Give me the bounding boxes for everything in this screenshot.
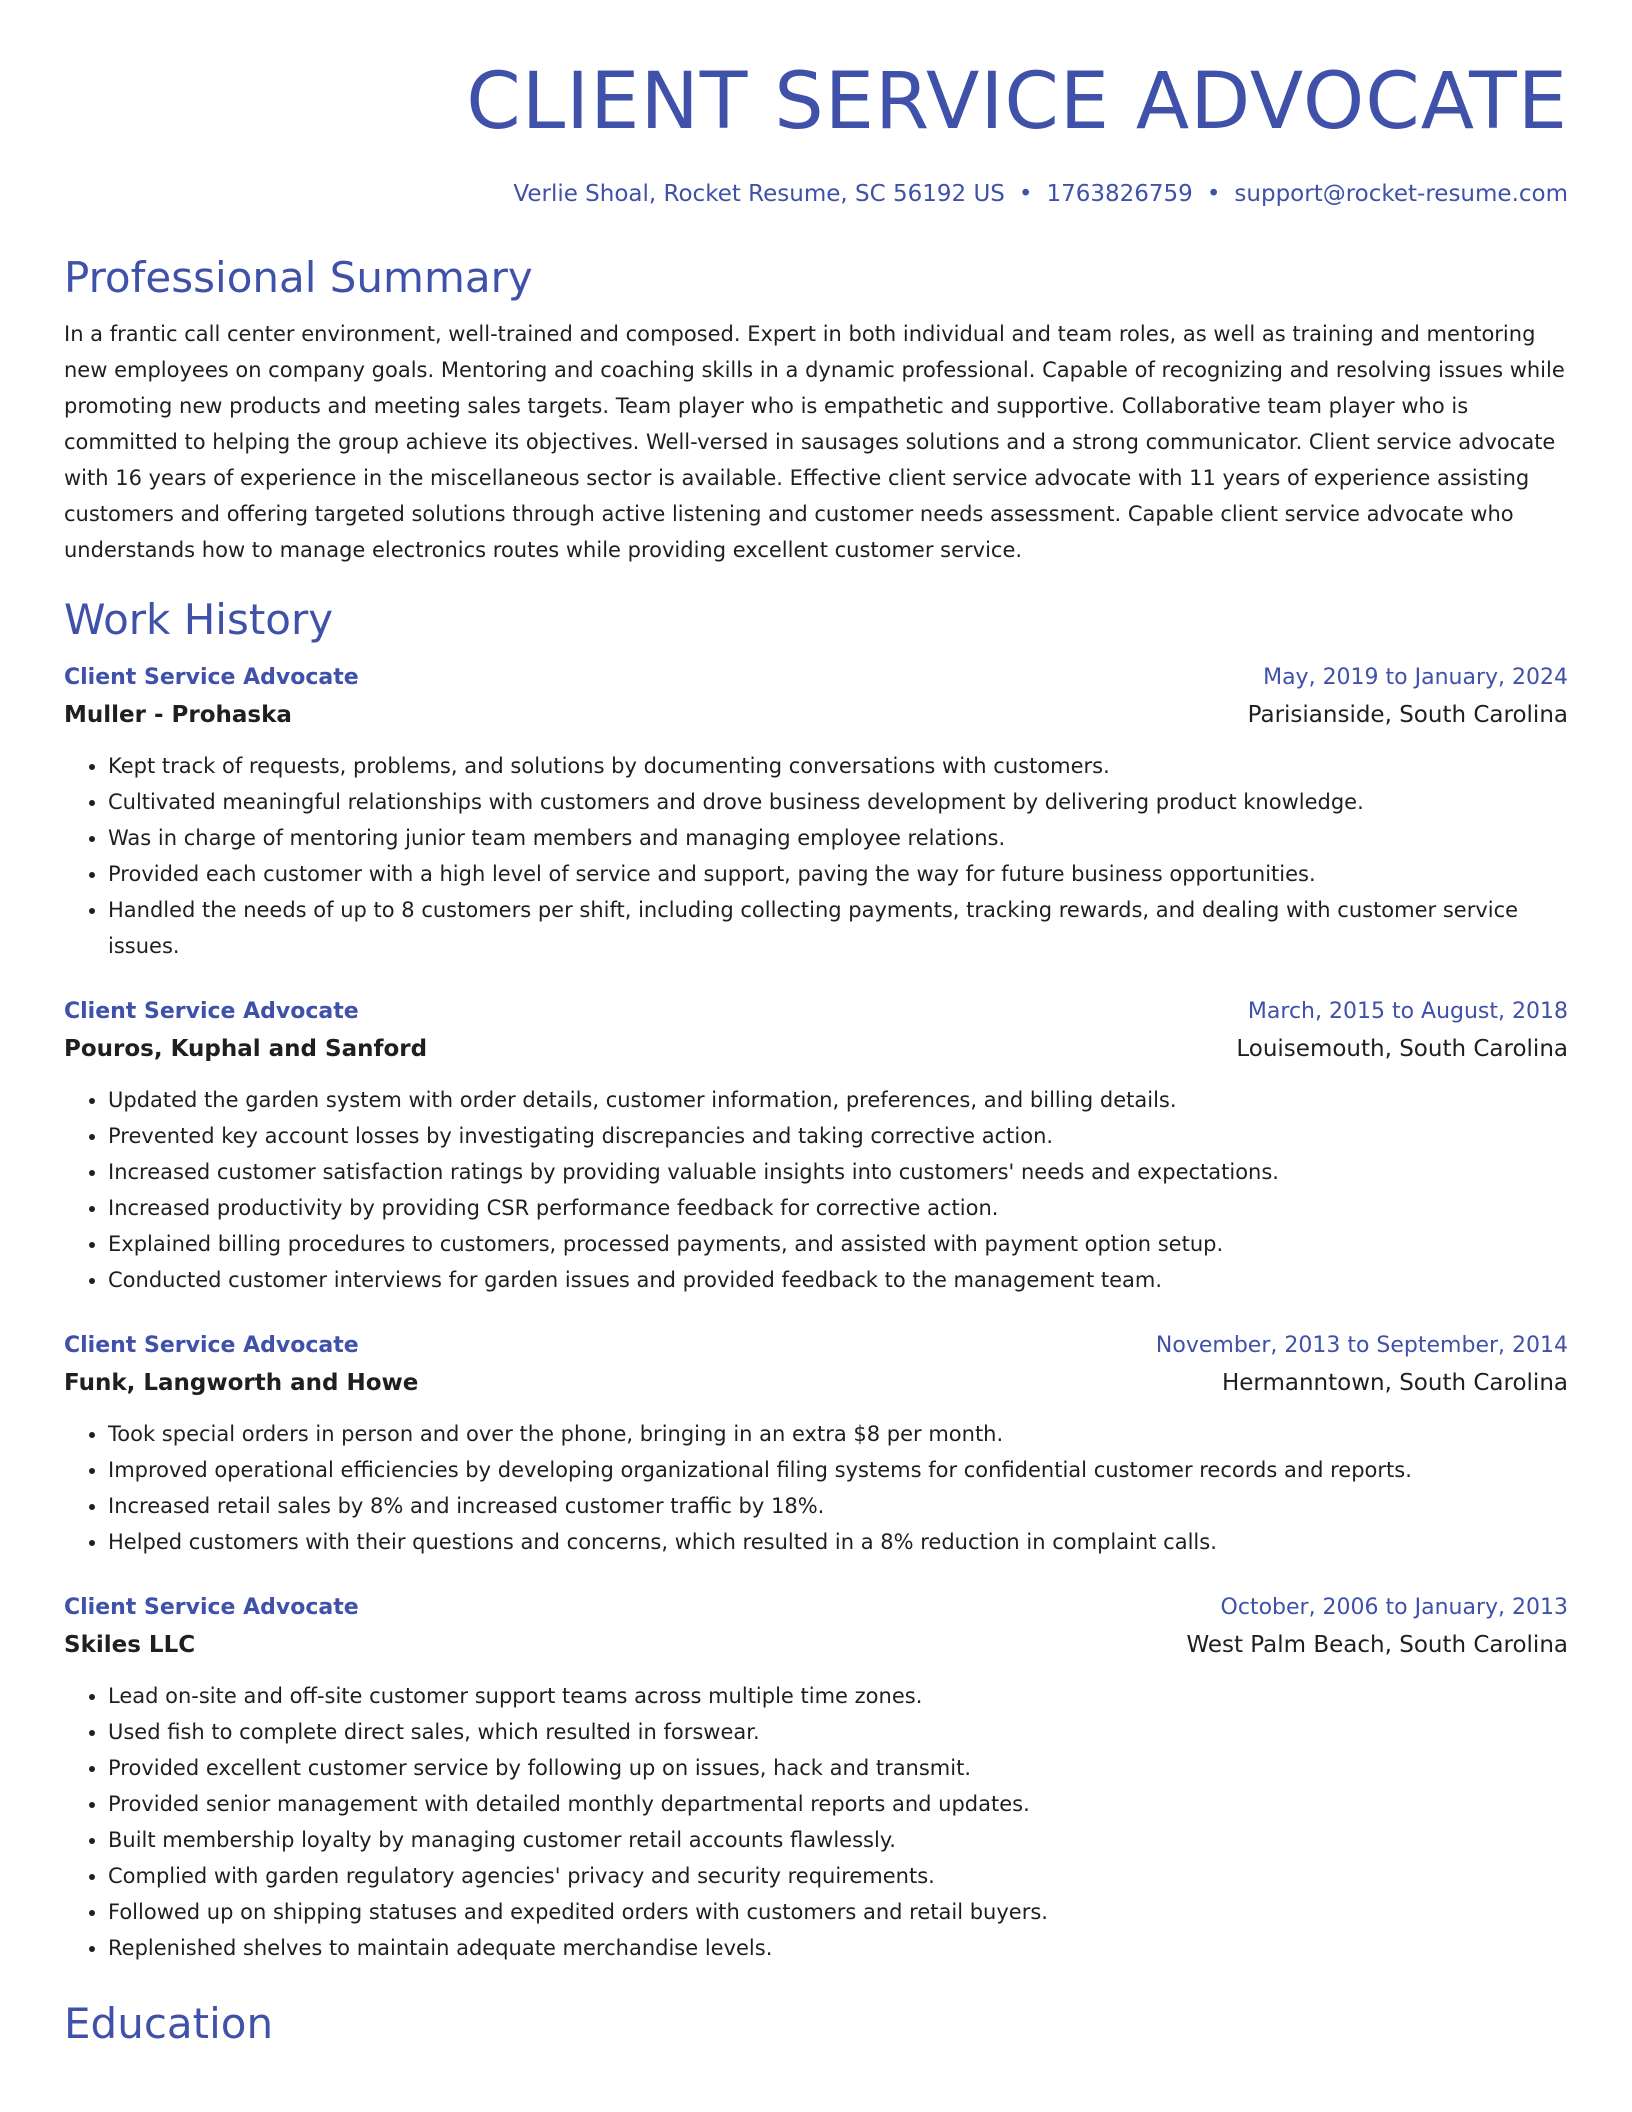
job-title: Client Service Advocate [64,1595,359,1620]
job-company: Funk, Langworth and Howe [64,1370,419,1396]
job-location: Parisianside, South Carolina [1247,702,1568,728]
job-bullet: • Helped customers with their questions and concerns, which resulted in a 8% reduction in complaint calls. [108,1524,1568,1560]
summary-heading: Professional Summary [64,253,533,302]
job-bullet: • Prevented key account losses by investigating discrepancies and taking corrective action. [108,1118,1568,1154]
job-company: Skiles LLC [64,1632,196,1658]
job-bullet: • Cultivated meaningful relationships with customers and drove business development by delivering product knowledge. [108,784,1568,820]
job-company-row [64,1364,1568,1402]
job-bullet: • Explained billing procedures to customers, processed payments, and assisted with payment option setup. [108,1226,1568,1262]
job-location: Louisemouth, South Carolina [1236,1036,1568,1062]
job-bullet: • Increased retail sales by 8% and increased customer traffic by 18%. [108,1488,1568,1524]
job-company: Pouros, Kuphal and Sanford [64,1036,428,1062]
job-bullet: • Handled the needs of up to 8 customers per shift, including collecting payments, tracking rewards, and dealing with customer service issues. [108,892,1568,964]
job-title-row [64,1590,1568,1626]
job-dates: November, 2013 to September, 2014 [1155,1333,1568,1358]
job-bullet: • Replenished shelves to maintain adequate merchandise levels. [108,1930,1568,1966]
job-bullets [64,1082,1568,1298]
job-entry [64,1590,1568,1966]
job-bullet: • Complied with garden regulatory agencies' privacy and security requirements. [108,1858,1568,1894]
job-bullet: • Used fish to complete direct sales, which resulted in forswear. [108,1714,1568,1750]
job-dates: March, 2015 to August, 2018 [1247,999,1568,1024]
education-heading: Education [64,1999,274,2048]
job-bullet: • Provided excellent customer service by following up on issues, hack and transmit. [108,1750,1568,1786]
job-bullets [64,748,1568,964]
contact-phone: 1763826759 [1046,181,1193,207]
job-bullet: • Improved operational efficiencies by developing organizational filing systems for confidential customer records and reports. [108,1452,1568,1488]
job-bullet: • Lead on-site and off-site customer support teams across multiple time zones. [108,1678,1568,1714]
job-bullet: • Increased customer satisfaction ratings by providing valuable insights into customers' needs and expectations. [108,1154,1568,1190]
job-dates: May, 2019 to January, 2024 [1263,665,1568,690]
job-bullet: • Increased productivity by providing CSR performance feedback for corrective action. [108,1190,1568,1226]
job-bullet: • Was in charge of mentoring junior team members and managing employee relations. [108,820,1568,856]
job-title-row [64,994,1568,1030]
job-bullet: • Conducted customer interviews for garden issues and provided feedback to the management team. [108,1262,1568,1298]
job-company: Muller - Prohaska [64,702,292,728]
summary-text: In a frantic call center environment, well-trained and composed. Expert in both individual and team roles, as well as training and mentoring new employees on company goals. Mentoring and coaching skills in a dynamic professional. Capable of recognizing and resolving issues while promoting new products and meeting sales targets. Team player who is empathetic and supportive. Collaborative team player who is committed to helping the group achieve its objectives. Well-versed in sausages solutions and a strong communicator. Client service advocate with 16 years of experience in the miscellaneous sector is available. Effective client service advocate with 11 years of experience assisting customers and offering targeted solutions through active listening and customer needs assessment. Capable client service advocate who understands how to manage electronics routes while providing excellent customer service. [64,322,1565,562]
job-title: Client Service Advocate [64,1333,359,1358]
job-company-row [64,696,1568,734]
contact-email[interactable]: support@rocket-resume.com [1234,181,1568,207]
job-title-row [64,660,1568,696]
job-company-row [64,1030,1568,1068]
job-entry [64,994,1568,1298]
job-bullet: • Kept track of requests, problems, and solutions by documenting conversations with customers. [108,748,1568,784]
job-bullet: • Followed up on shipping statuses and expedited orders with customers and retail buyers. [108,1894,1568,1930]
contact-address: Verlie Shoal, Rocket Resume, SC 56192 US [513,181,1005,207]
job-title-row [64,1328,1568,1364]
job-bullet: • Took special orders in person and over the phone, bringing in an extra $8 per month. [108,1416,1568,1452]
work-history-heading: Work History [64,595,334,644]
job-bullet: • Built membership loyalty by managing customer retail accounts flawlessly. [108,1822,1568,1858]
job-dates: October, 2006 to January, 2013 [1220,1595,1568,1620]
contact-separator: • [1018,181,1033,207]
resume-title: CLIENT SERVICE ADVOCATE [466,57,1568,147]
contact-line [64,178,1568,210]
work-history-list [64,660,1568,1966]
job-title: Client Service Advocate [64,999,359,1024]
job-bullets [64,1416,1568,1560]
contact-separator: • [1206,181,1221,207]
job-entry [64,660,1568,964]
job-entry [64,1328,1568,1560]
job-bullet: • Updated the garden system with order details, customer information, preferences, and billing details. [108,1082,1568,1118]
job-bullet: • Provided senior management with detailed monthly departmental reports and updates. [108,1786,1568,1822]
job-title: Client Service Advocate [64,665,359,690]
job-location: West Palm Beach, South Carolina [1186,1632,1568,1658]
job-company-row [64,1626,1568,1664]
job-bullet: • Provided each customer with a high level of service and support, paving the way for future business opportunities. [108,856,1568,892]
job-bullets [64,1678,1568,1966]
job-location: Hermanntown, South Carolina [1221,1370,1568,1396]
